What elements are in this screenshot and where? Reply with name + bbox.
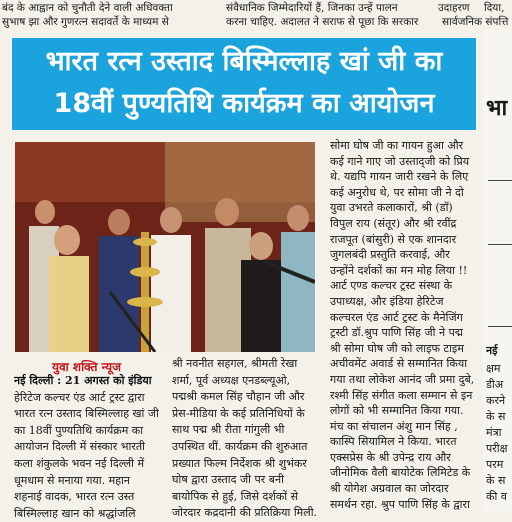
event-photo-illustration [15, 142, 315, 352]
adjacent-text: डीअ [486, 378, 504, 391]
text-line: प्रख्यात फिल्म निर्देशक श्री शुभंकर [172, 456, 307, 470]
event-photo [15, 142, 315, 352]
text-line: लोगों को भी सम्मानित किया गया. [330, 404, 464, 418]
byline: युवा शक्ति न्यूज [52, 360, 122, 374]
text-line: राजपूत (बांसुरी) से एक शानदार [330, 232, 457, 246]
text-line: मंच का संचालन अंशु मान सिंह , [330, 419, 458, 433]
text-line: शर्मा, पूर्व अध्यक्ष एनडब्ल्यूओ, [172, 373, 291, 387]
adjacent-text: के स [486, 410, 506, 423]
strip-line: उदाहरण [438, 2, 470, 14]
text-line: विपुल राय (संतूर) और श्री रवींद्र [330, 216, 457, 230]
text-line: श्री योगेश अग्रवाल का जोरदार [330, 482, 449, 496]
text-line: श्री नवनीत सहगल, श्रीमती रेखा [172, 357, 298, 370]
middle-column [172, 356, 322, 522]
text-line: शहनाई वादक, भारत रत्न उस्त [14, 490, 135, 504]
strip-line: दिया, [484, 2, 505, 14]
strip-line: सार्वजनिक संपत्ति [442, 16, 509, 28]
strip-line: सुभाष झा और गुणरत्न सदावर्ते के माध्यम से [2, 16, 169, 28]
text-line: रश्मी सिंह संगीत कला सम्मान से इन [330, 388, 473, 402]
text-line: गया तथा लोकेश आनंद जी प्रमा दुबे, [330, 372, 475, 386]
text-line: हेरिटेज कल्चर एंड आर्ट ट्रस्ट द्वारा [14, 390, 145, 404]
text-line: का 18वीं पुण्यतिथि कार्यक्रम का [14, 423, 144, 437]
text-line: प्रेस-मीडिया के कई प्रतिनिधियों के [172, 406, 305, 420]
text-line: कई गाने गाए जो उस्ताद्जी को प्रिय [330, 154, 470, 168]
previous-article-strip [0, 0, 512, 30]
text-line: श्री सोमा घोष जी को लाइफ टाइम [330, 341, 464, 355]
text-line: जीनोमिक वैली बायोटेक लिमिटेड के [330, 466, 471, 480]
text-line: थे. यद्यपि गायन जारी रखने के लिए [330, 170, 469, 184]
adjacent-text: के स [486, 474, 506, 487]
dateline: नई दिल्ली : 21 अगस्त को इंडिया [14, 374, 152, 387]
text-line: जुगलबंदी प्रस्तुति करवाई, और [330, 248, 450, 262]
text-line: ट्रस्टी डॉ.श्रुप पाणि सिंह जी ने पद्म [330, 326, 463, 340]
divider [488, 326, 512, 327]
text-line: बायोपिक से हुई, जिसे दर्शकों से [172, 489, 299, 503]
adjacent-text: नई [486, 344, 498, 357]
strip-line: बंद के आह्वान को चुनौती देने वाली अधिवक्ता [2, 2, 173, 14]
text-line: भारत रत्न उस्ताद बिस्मिल्लाह खां जी [14, 407, 159, 421]
text-line: धूमधाम से मनाया गया. महान [14, 473, 131, 487]
divider [488, 180, 512, 181]
strip-line: संवैधानिक जिम्मेदारियों हैं, जिनका उन्हें पालन [226, 2, 398, 14]
adjacent-text: परीक्ष [486, 442, 508, 455]
text-line: कास्पि सियामिल ने किया. भारत [330, 435, 457, 449]
headline-line-1: भारत रत्न उस्ताद बिस्मिल्लाह खां जी का [45, 46, 443, 77]
text-line: सोमा घोष जी का गायन हुआ और [330, 139, 464, 152]
text-line: बिस्मिल्लाह खान को श्रद्धांजलि [14, 506, 136, 520]
adjacent-text: करने [486, 394, 506, 407]
adjacent-heading: भा [486, 96, 508, 120]
adjacent-text: की व [486, 490, 507, 503]
text-line: उपाध्यक्ष, और इंडिया हेरिटेज [330, 294, 444, 308]
text-line: आर्ट एण्ड कल्चर ट्रस्ट संस्था के [330, 279, 453, 293]
right-column [330, 138, 478, 512]
adjacent-text: परम [486, 458, 504, 471]
text-line: पद्मश्री कमल सिंह चौहान जी और [172, 390, 305, 404]
text-line: युवा उभरते कलाकारों, श्री (डॉ) [330, 201, 453, 215]
text-line: साथ पद्म श्री रीता गांगुली भी [172, 423, 285, 437]
text-line: कई अनुरोध थे, पर सोमा जी ने दो [330, 185, 464, 199]
divider [488, 244, 512, 245]
left-column [14, 373, 160, 522]
text-line: उपस्थित थीं. कार्यक्रम की शुरुआत [172, 439, 308, 453]
text-line: समर्थन रहा. श्रुप पाणि सिंह के द्वारा [330, 497, 470, 511]
text-line: कला शंकुलके भवन नई दिल्ली में [14, 456, 145, 470]
adjacent-text: क्षम [486, 362, 501, 375]
headline-banner [12, 38, 476, 130]
text-line: आयोजन दिल्ली में संस्कार भारती [14, 440, 145, 454]
text-line: कल्चरल एंड आर्ट ट्रस्ट के मैनेजिंग [330, 310, 463, 324]
adjacent-text: मंत्रा [486, 426, 502, 439]
text-line: घोष द्वारा उस्ताद जी पर बनी [172, 473, 284, 487]
text-line: अचीवमेंट अवार्ड से सम्मानित किया [330, 357, 468, 371]
text-line [14, 373, 160, 390]
headline-line-2: 18वीं पुण्यतिथि कार्यक्रम का आयोजन [53, 88, 435, 119]
strip-line: करना चाहिए. अदालत ने सराफ से पूछा कि सरकार [226, 16, 419, 28]
text-line: एक्सप्रेस के श्री उपेन्द्र राय और [330, 450, 451, 464]
text-line: उन्होंने दर्शकों का मन मोह लिया !! [330, 263, 468, 277]
text-line: जोरदार कद्रदानी की प्रतिक्रिया मिली. [172, 506, 318, 520]
